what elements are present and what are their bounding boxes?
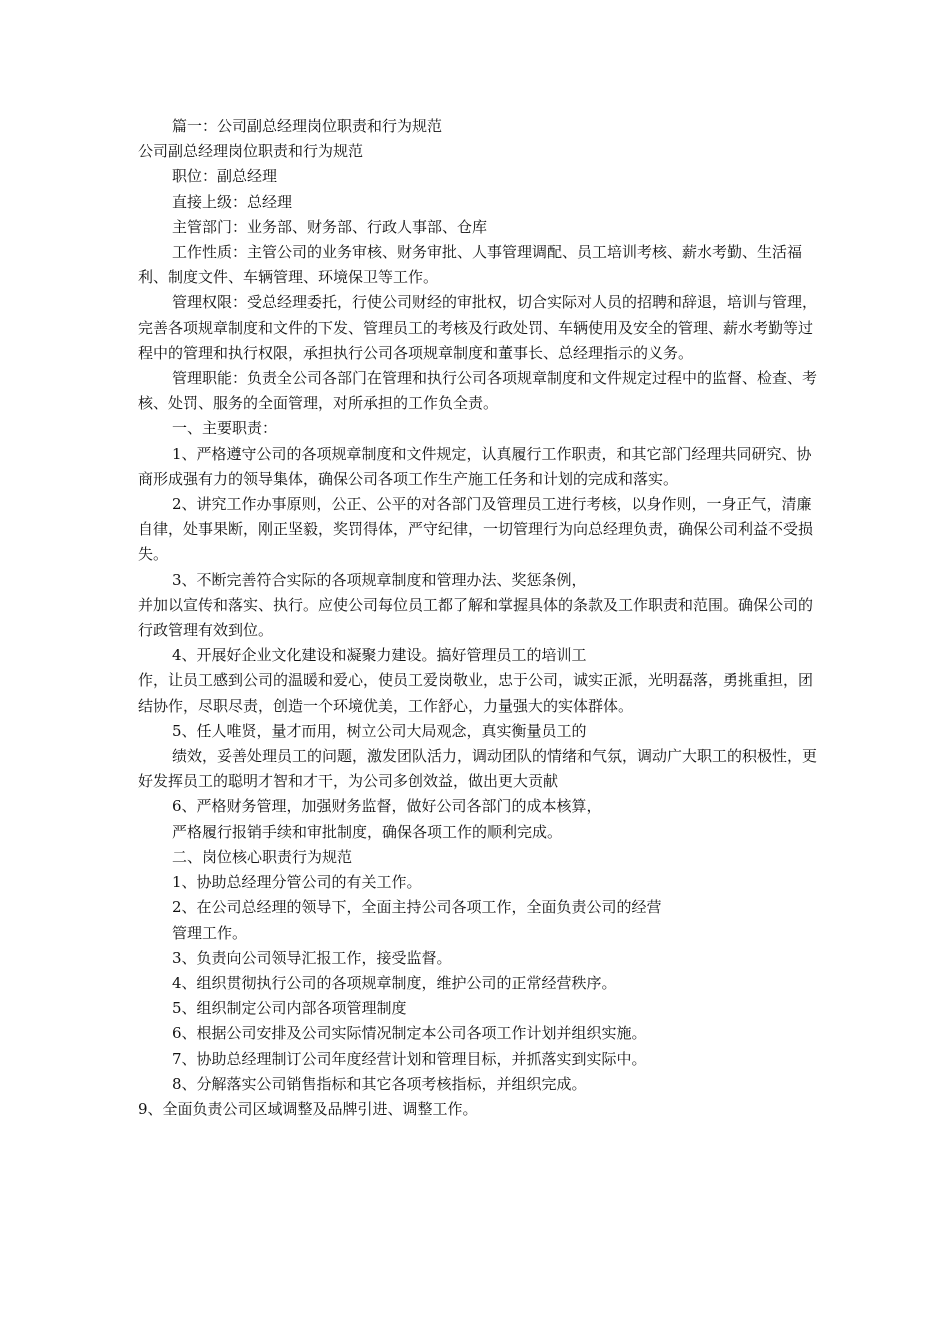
superior-line: 直接上级：总经理 [172,192,293,211]
duty-item-6-continuation: 严格履行报销手续和审批制度，确保各项工作的顺利完成。 [172,822,563,841]
duty-item-3-continuation: 并加以宣传和落实、执行。应使公司每位员工都了解和掌握具体的条款及工作职责和范围。确保公司的行政管理有效到位。 [138,595,814,640]
duty-item-4-first-line: 4、开展好企业文化建设和凝聚力建设。搞好管理员工的培训工 [172,646,587,665]
nature-paragraph: 工作性质：主管公司的业务审核、财务审批、人事管理调配、员工培训考核、薪水考勤、生活福利、制度文件、车辆管理、环境保卫等工作。 [138,243,803,287]
core-item-3: 3、负责向公司领导汇报工作，接受监督。 [172,948,452,967]
core-item-7: 7、协助总经理制订公司年度经营计划和管理目标，并抓落实到实际中。 [172,1049,647,1068]
position-line: 职位：副总经理 [172,167,278,186]
core-item-1: 1、协助总经理分管公司的有关工作。 [172,873,422,892]
duty-item-1: 1、严格遵守公司的各项规章制度和文件规定，认真履行工作职责，和其它部门经理共同研究、协商形成强有力的领导集体，确保公司各项工作生产施工任务和计划的完成和落实。 [138,444,812,488]
section-heading-main-duties: 一、主要职责： [172,419,278,438]
document-heading: 篇一：公司副总经理岗位职责和行为规范 [172,117,443,135]
duty-item-4-continuation: 作，让员工感到公司的温暖和爱心，使员工爱岗敬业，忠于公司，诚实正派，光明磊落，勇挑重担，团结协作，尽职尽责，创造一个环境优美，工作舒心，力量强大的实体群体。 [138,671,814,715]
authority-paragraph: 管理权限：受总经理委托，行使公司财经的审批权，切合实际对人员的招聘和辞退，培训与管理，完善各项规章制度和文件的下发、管理员工的考核及行政处罚、车辆使用及安全的管理、薪水考勤等过程中的管理和执行权限，承担执行公司各项规章制度和董事长、总经理指示的义务。 [138,293,818,362]
document-title: 公司副总经理岗位职责和行为规范 [138,142,364,161]
core-item-8: 8、分解落实公司销售指标和其它各项考核指标，并组织完成。 [172,1074,587,1093]
section-heading-core-duties: 二、岗位核心职责行为规范 [172,847,353,866]
duty-item-5-continuation: 绩效，妥善处理员工的问题，激发团队活力，调动团队的情绪和气氛，调动广大职工的积极性，更好发挥员工的聪明才智和才干，为公司多创效益，做出更大贡献 [138,747,818,791]
duty-item-3-first-line: 3、不断完善符合实际的各项规章制度和管理办法、奖惩条例， [172,570,587,589]
core-item-2: 2、在公司总经理的领导下，全面主持公司各项工作，全面负责公司的经营管理工作。 [172,898,662,942]
core-item-4: 4、组织贯彻执行公司的各项规章制度，维护公司的正常经营秩序。 [172,973,617,992]
core-item-9: 9、全面负责公司区域调整及品牌引进、调整工作。 [138,1099,478,1118]
duty-item-6-first-line: 6、严格财务管理，加强财务监督，做好公司各部门的成本核算， [172,797,602,816]
function-paragraph: 管理职能：负责全公司各部门在管理和执行公司各项规章制度和文件规定过程中的监督、检查、考核、处罚、服务的全面管理，对所承担的工作负全责。 [138,369,818,413]
document-body [138,114,818,1122]
duty-item-5-first-line: 5、任人唯贤，量才而用，树立公司大局观念，真实衡量员工的 [172,721,587,740]
core-item-5: 5、组织制定公司内部各项管理制度 [172,999,407,1018]
departments-line: 主管部门：业务部、财务部、行政人事部、仓库 [172,217,488,236]
duty-item-2: 2、讲究工作办事原则，公正、公平的对各部门及管理员工进行考核，以身作则，一身正气，清廉自律，处事果断，刚正坚毅，奖罚得体，严守纪律，一切管理行为向总经理负责，确保公司利益不受损失。 [138,495,814,564]
core-item-6: 6、根据公司安排及公司实际情况制定本公司各项工作计划并组织实施。 [172,1024,647,1043]
